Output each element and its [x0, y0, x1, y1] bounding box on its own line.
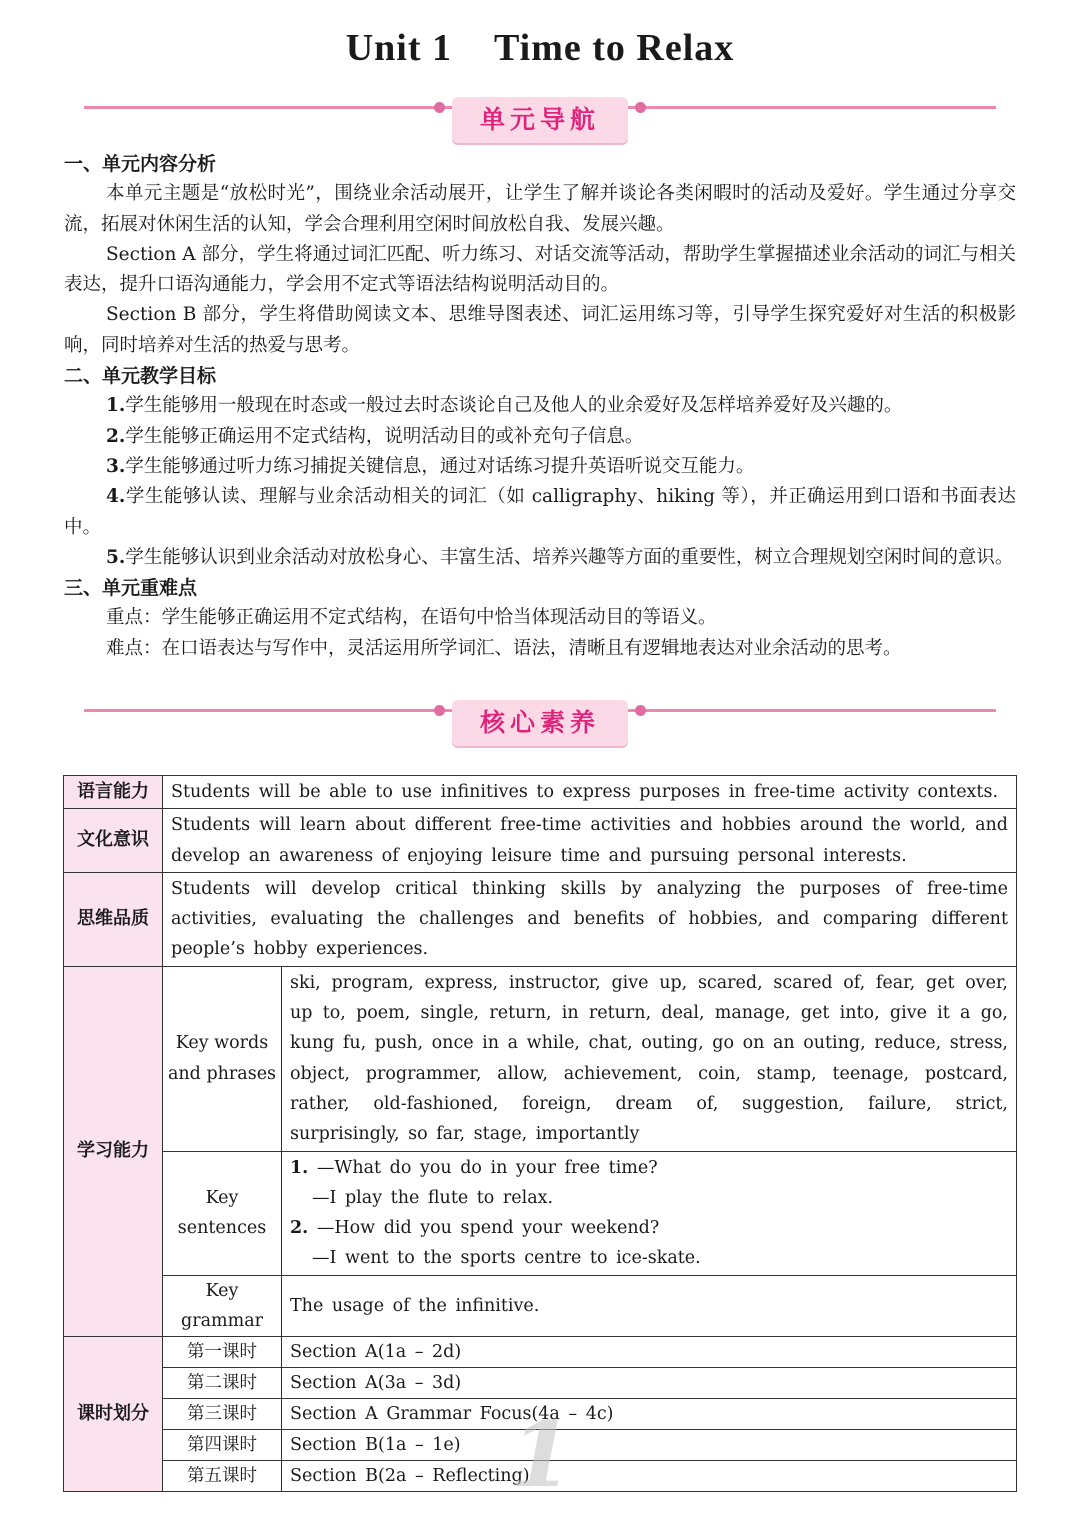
- key-sentences: [282, 1151, 1017, 1275]
- section-heading: 三、单元重难点: [64, 577, 198, 600]
- sentence-line: —I play the flute to relax.: [312, 1187, 554, 1208]
- section-heading: 二、单元教学目标: [64, 365, 217, 388]
- unit-number: Unit 1: [345, 27, 453, 69]
- banner-label: 单元导航: [452, 97, 628, 143]
- paragraph: 本单元主题是“放松时光”，围绕业余活动展开，让学生了解并谈论各类闲暇时的活动及爱好。学生通过分享交流，拓展对休闲生活的认知，学会合理利用空闲时间放松自我、发展兴趣。: [64, 183, 1016, 235]
- key-grammar-text: The usage of the infinitive.: [282, 1275, 1017, 1337]
- lesson-content: Section A(1a – 2d): [282, 1337, 1017, 1368]
- language-text: Students will be able to use infinitives to express purposes in free-time activity contexts.: [163, 776, 1017, 809]
- category-cell: 思维品质: [64, 872, 163, 966]
- key-words-text: ski, program, express, instructor, give up, scared, scared of, fear, get over, up to, poem, single, return, in return, deal, manage, get into, give it a go, kung fu, push, once in a while, chat, outing, go on an outing, reduce, stress, object, programmer, allow, achievement, coin, stamp, teenage, postcard, rather, old-fashioned, foreign, dream of, suggestion, failure, strict, surprisingly, so far, stage, importantly: [282, 966, 1017, 1151]
- key-point: 重点：学生能够正确运用不定式结构，在语句中恰当体现活动目的等语义。: [106, 607, 717, 629]
- goal-item: 4.学生能够认读、理解与业余活动相关的词汇（如 calligraphy、hiking 等），并正确运用到口语和书面表达中。: [64, 486, 1016, 538]
- banner-core-literacy: [84, 700, 996, 748]
- page-number: 1: [510, 1402, 573, 1508]
- lesson-content: Section B(1a – 1e): [282, 1430, 1017, 1461]
- banner-label: 核心素养: [452, 700, 628, 746]
- goal-item: 3.学生能够通过听力练习捕捉关键信息，通过对话练习提升英语听说交互能力。: [106, 455, 755, 477]
- unit-name: Time to Relax: [494, 27, 735, 69]
- category-cell: 语言能力: [64, 776, 163, 809]
- subcategory-cell: Key sentences: [163, 1151, 282, 1275]
- subcategory-cell: Key grammar: [163, 1275, 282, 1337]
- paragraph: Section B 部分，学生将借助阅读文本、思维导图表述、词汇运用练习等，引导学生探究爱好对生活的积极影响，同时培养对生活的热爱与思考。: [64, 304, 1016, 356]
- sentence-line: 1. —What do you do in your free time?: [290, 1157, 658, 1178]
- table-row: [64, 1151, 1017, 1275]
- core-literacy-table: [63, 775, 1017, 1492]
- banner-dot: [434, 705, 445, 716]
- banner-dot: [635, 102, 646, 113]
- lesson-name: 第二课时: [163, 1368, 282, 1399]
- table-row: [64, 1368, 1017, 1399]
- unit-guide-content: [64, 149, 1016, 664]
- subcategory-cell: Key words and phrases: [163, 966, 282, 1151]
- table-row: [64, 966, 1017, 1151]
- category-cell: 课时划分: [64, 1337, 163, 1492]
- sentence-line: 2. —How did you spend your weekend?: [290, 1218, 660, 1239]
- table-row: [64, 872, 1017, 966]
- lesson-content: Section B(2a – Reflecting): [282, 1461, 1017, 1492]
- page-title: [0, 26, 1080, 70]
- table-row: [64, 776, 1017, 809]
- table-row: [64, 1337, 1017, 1368]
- lesson-content: Section A Grammar Focus(4a – 4c): [282, 1399, 1017, 1430]
- table-row: [64, 809, 1017, 873]
- table-row: [64, 1275, 1017, 1337]
- lesson-name: 第三课时: [163, 1399, 282, 1430]
- category-cell: 学习能力: [64, 966, 163, 1337]
- goal-item: 2.学生能够正确运用不定式结构，说明活动目的或补充句子信息。: [106, 425, 644, 447]
- culture-text: Students will learn about different free-time activities and hobbies around the world, and develop an awareness of enjoying leisure time and pursuing personal interests.: [163, 809, 1017, 873]
- lesson-name: 第五课时: [163, 1461, 282, 1492]
- difficult-point: 难点：在口语表达与写作中，灵活运用所学词汇、语法，清晰且有逻辑地表达对业余活动的思考。: [106, 637, 902, 659]
- sentence-line: —I went to the sports centre to ice-skate.: [312, 1248, 701, 1269]
- thinking-text: Students will develop critical thinking skills by analyzing the purposes of free-time activities, evaluating the challenges and benefits of hobbies, and comparing different people’s hobby experiences.: [163, 872, 1017, 966]
- banner-unit-guide: [84, 97, 996, 145]
- lesson-name: 第一课时: [163, 1337, 282, 1368]
- lesson-name: 第四课时: [163, 1430, 282, 1461]
- banner-dot: [434, 102, 445, 113]
- goal-item: 1.学生能够用一般现在时态或一般过去时态谈论自己及他人的业余爱好及怎样培养爱好及兴趣的。: [106, 395, 903, 417]
- goal-item: 5.学生能够认识到业余活动对放松身心、丰富生活、培养兴趣等方面的重要性，树立合理规划空闲时间的意识。: [106, 546, 1014, 568]
- paragraph: Section A 部分，学生将通过词汇匹配、听力练习、对话交流等活动，帮助学生掌握描述业余活动的词汇与相关表达，提升口语沟通能力，学会用不定式等语法结构说明活动目的。: [64, 243, 1016, 296]
- category-cell: 文化意识: [64, 809, 163, 873]
- section-heading: 一、单元内容分析: [64, 153, 217, 175]
- banner-dot: [635, 705, 646, 716]
- lesson-content: Section A(3a – 3d): [282, 1368, 1017, 1399]
